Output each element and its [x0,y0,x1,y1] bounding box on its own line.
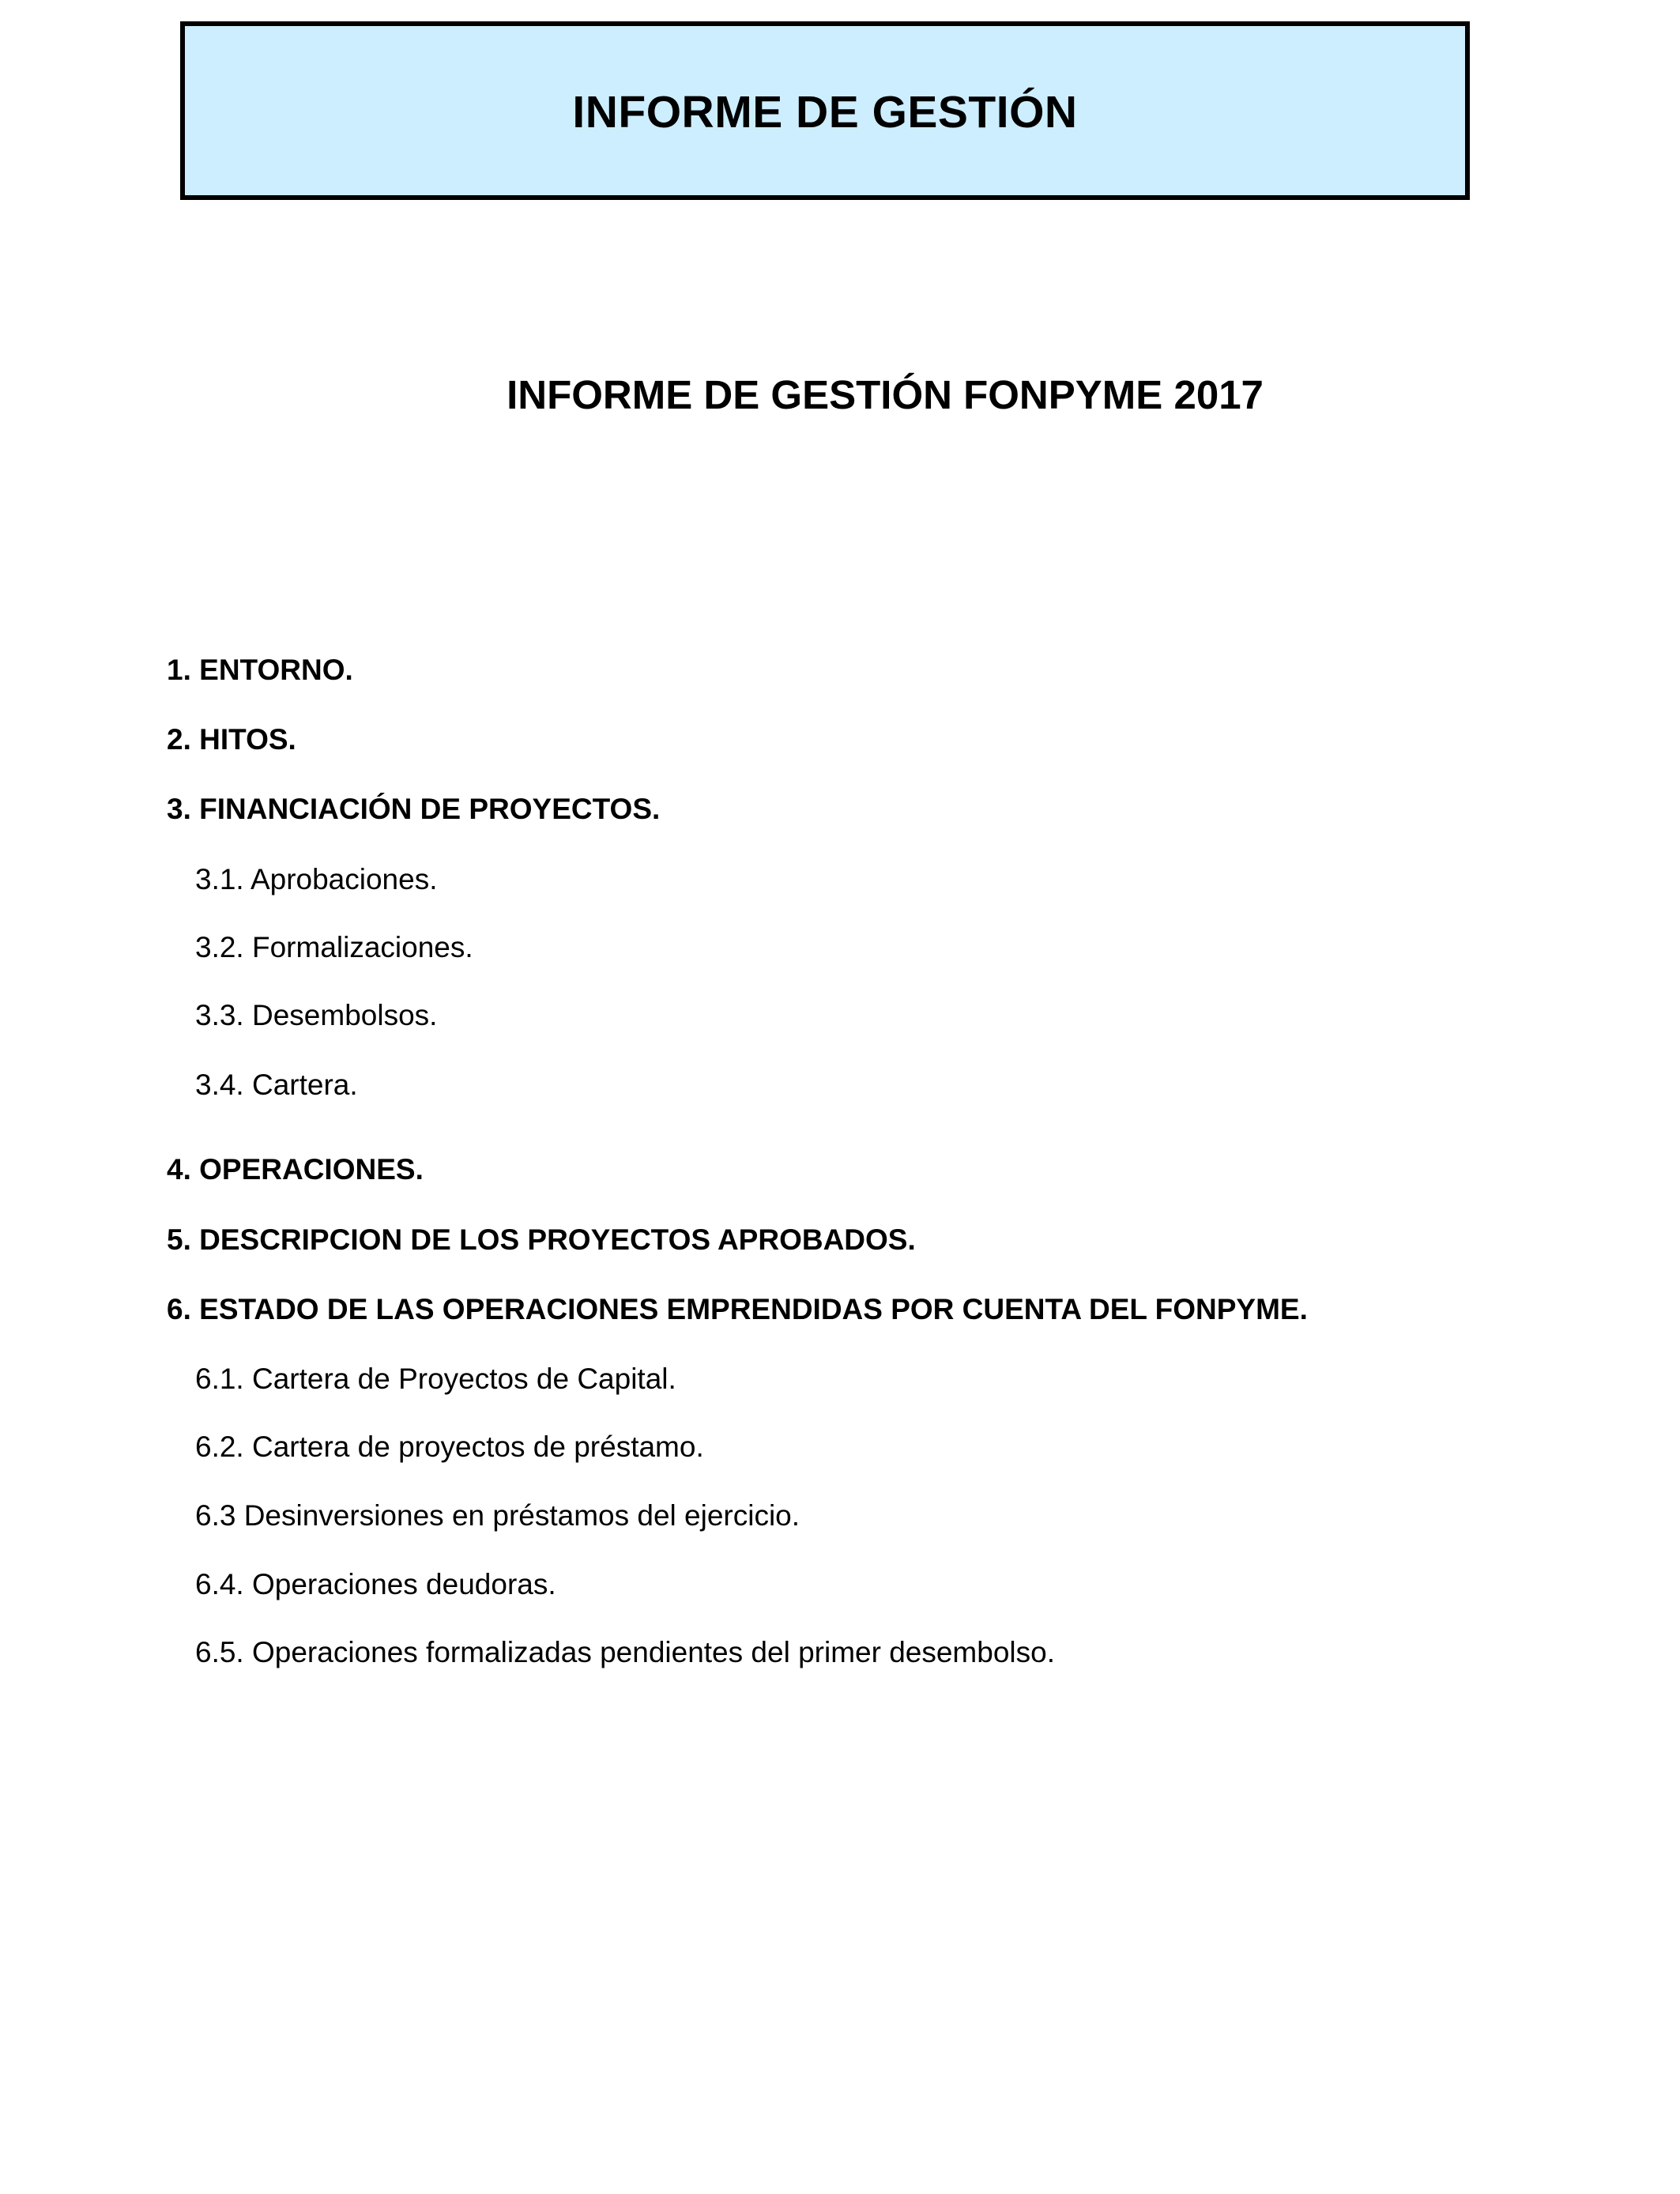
toc-subitem: 3.4. Cartera. [195,1069,358,1101]
toc-item: 6. ESTADO DE LAS OPERACIONES EMPRENDIDAS POR CUENTA DEL FONPYME. [167,1293,1308,1325]
toc-item: 2. HITOS. [167,723,296,756]
toc-subitem: 3.3. Desembolsos. [195,999,438,1031]
toc-item: 4. OPERACIONES. [167,1153,424,1186]
toc-subitem: 6.5. Operaciones formalizadas pendientes del primer desembolso. [195,1636,1055,1668]
toc-item: 3. FINANCIACIÓN DE PROYECTOS. [167,793,661,825]
report-title: INFORME DE GESTIÓN FONPYME 2017 [507,372,1264,417]
header-title: INFORME DE GESTIÓN [572,87,1078,138]
toc-subitem: 3.2. Formalizaciones. [195,931,473,963]
toc-subitem: 6.1. Cartera de Proyectos de Capital. [195,1363,676,1395]
toc-item: 5. DESCRIPCION DE LOS PROYECTOS APROBADOS. [167,1223,916,1256]
toc-subitem: 6.3 Desinversiones en préstamos del ejercicio. [195,1499,800,1532]
toc-subitem: 6.2. Cartera de proyectos de préstamo. [195,1431,704,1463]
toc-subitem: 6.4. Operaciones deudoras. [195,1568,556,1600]
toc-subitem: 3.1. Aprobaciones. [195,863,438,895]
toc-item: 1. ENTORNO. [167,654,353,686]
